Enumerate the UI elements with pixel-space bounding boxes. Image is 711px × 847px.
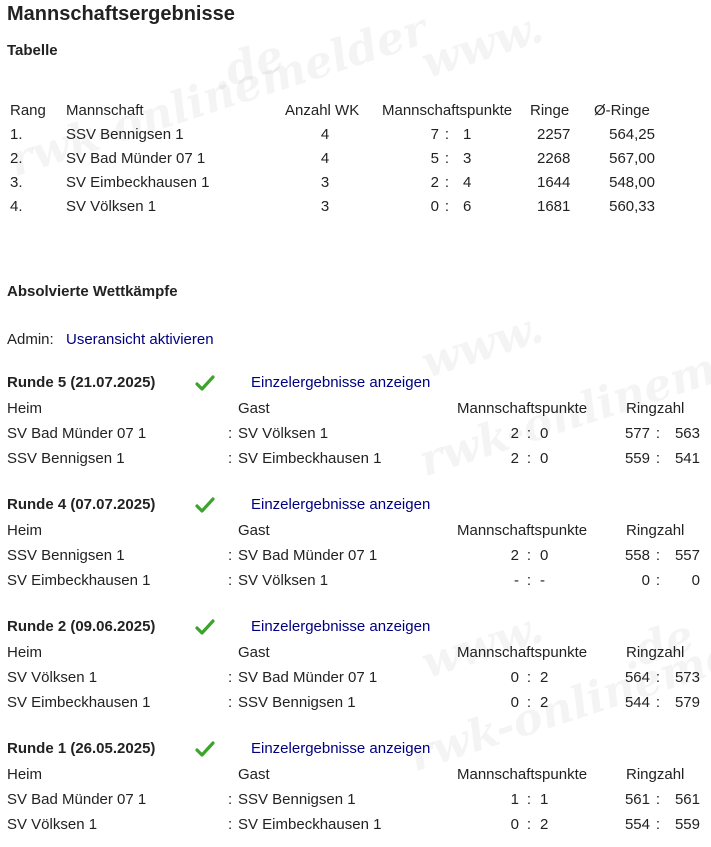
- home-points: 2: [510, 547, 519, 564]
- points-against: 3: [463, 150, 472, 167]
- round-header: [0, 371, 711, 395]
- points-separator: :: [444, 174, 450, 191]
- team-name: SV Völksen 1: [66, 198, 157, 215]
- anzahl-wk: 4: [320, 126, 330, 143]
- guest-rings: 563: [674, 425, 700, 442]
- rings-separator: :: [655, 791, 661, 808]
- match-row: [0, 666, 711, 690]
- points-against: 4: [463, 174, 472, 191]
- col-header-ringzahl: Ringzahl: [626, 766, 685, 783]
- guest-rings: 541: [674, 450, 700, 467]
- col-header-anzahl-wk: Anzahl WK: [285, 102, 360, 119]
- match-row: [0, 569, 711, 593]
- points-separator: :: [526, 547, 532, 564]
- col-header-avg-ringe: Ø-Ringe: [594, 102, 650, 119]
- show-individual-results-link[interactable]: Einzelergebnisse anzeigen: [251, 618, 431, 635]
- home-rings: 544: [624, 694, 650, 711]
- col-header-mannschaftspunkte: Mannschaftspunkte: [457, 766, 588, 783]
- home-points: 0: [510, 816, 519, 833]
- rings-separator: :: [655, 450, 661, 467]
- col-header-heim: Heim: [7, 766, 43, 783]
- col-header-ringe: Ringe: [530, 102, 570, 119]
- guest-points: 1: [540, 791, 549, 808]
- round-header: [0, 493, 711, 517]
- guest-team: SSV Bennigsen 1: [238, 791, 356, 808]
- home-rings: 0: [641, 572, 650, 589]
- show-individual-results-link[interactable]: Einzelergebnisse anzeigen: [251, 740, 431, 757]
- match-row: [0, 788, 711, 812]
- match-header-row: [0, 397, 711, 421]
- team-separator: :: [228, 694, 233, 711]
- watermark-text: [204, 30, 290, 101]
- standings-header-row: [0, 99, 711, 123]
- avg-ringe: 567,00: [609, 150, 655, 167]
- col-header-gast: Gast: [238, 400, 270, 417]
- team-separator: :: [228, 816, 233, 833]
- guest-points: 0: [540, 450, 549, 467]
- rings-separator: :: [655, 425, 661, 442]
- rings-separator: :: [655, 694, 661, 711]
- col-header-ringzahl: Ringzahl: [626, 644, 685, 661]
- round-header: [0, 615, 711, 639]
- home-team: SV Eimbeckhausen 1: [7, 694, 151, 711]
- guest-team: SV Eimbeckhausen 1: [238, 816, 382, 833]
- guest-rings: 573: [674, 669, 700, 686]
- points-for: 7: [430, 126, 439, 143]
- points-against: 6: [463, 198, 472, 215]
- match-row: [0, 447, 711, 471]
- guest-points: 0: [540, 425, 549, 442]
- col-header-mannschaftspunkte: Mannschaftspunkte: [457, 644, 588, 661]
- col-header-mannschaftspunkte: Mannschaftspunkte: [457, 522, 588, 539]
- check-icon: [195, 374, 215, 392]
- col-header-heim: Heim: [7, 522, 43, 539]
- guest-team: SV Bad Münder 07 1: [238, 669, 378, 686]
- anzahl-wk: 3: [320, 198, 330, 215]
- col-header-heim: Heim: [7, 644, 43, 661]
- show-individual-results-link[interactable]: Einzelergebnisse anzeigen: [251, 374, 431, 391]
- guest-rings: 579: [674, 694, 700, 711]
- home-rings: 564: [624, 669, 650, 686]
- admin-label: Admin:: [7, 331, 54, 348]
- round-title: Runde 1 (26.05.2025): [7, 740, 156, 757]
- team-separator: :: [228, 669, 233, 686]
- round-header: [0, 737, 711, 761]
- rank: 2.: [10, 150, 23, 167]
- check-icon: [195, 740, 215, 758]
- home-rings: 558: [624, 547, 650, 564]
- standings-row: [0, 123, 711, 147]
- round-title: Runde 5 (21.07.2025): [7, 374, 156, 391]
- col-header-mannschaftspunkte: Mannschaftspunkte: [382, 102, 513, 119]
- home-points: -: [514, 572, 519, 589]
- anzahl-wk: 4: [320, 150, 330, 167]
- ringe: 1644: [537, 174, 571, 191]
- standings-row: [0, 171, 711, 195]
- home-team: SSV Bennigsen 1: [7, 547, 125, 564]
- points-separator: :: [526, 450, 532, 467]
- admin-bar: [0, 328, 711, 352]
- rank: 3.: [10, 174, 23, 191]
- table-heading: Tabelle: [7, 42, 58, 59]
- col-header-mannschaftspunkte: Mannschaftspunkte: [457, 400, 588, 417]
- home-points: 0: [510, 694, 519, 711]
- home-team: SV Bad Münder 07 1: [7, 791, 147, 808]
- team-name: SV Bad Münder 07 1: [66, 150, 206, 167]
- points-for: 0: [430, 198, 439, 215]
- anzahl-wk: 3: [320, 174, 330, 191]
- round-title: Runde 2 (09.06.2025): [7, 618, 156, 635]
- home-points: 1: [510, 791, 519, 808]
- col-header-mannschaft: Mannschaft: [66, 102, 144, 119]
- match-row: [0, 422, 711, 446]
- guest-points: -: [540, 572, 545, 589]
- guest-points: 2: [540, 669, 549, 686]
- rings-separator: :: [655, 547, 661, 564]
- home-team: SV Eimbeckhausen 1: [7, 572, 151, 589]
- rings-separator: :: [655, 816, 661, 833]
- home-rings: 554: [624, 816, 650, 833]
- guest-team: SV Völksen 1: [238, 572, 329, 589]
- avg-ringe: 564,25: [609, 126, 655, 143]
- home-team: SV Bad Münder 07 1: [7, 425, 147, 442]
- points-separator: :: [526, 669, 532, 686]
- page-title: Mannschaftsergebnisse: [7, 3, 235, 25]
- home-points: 2: [510, 450, 519, 467]
- home-rings: 559: [624, 450, 650, 467]
- guest-rings: 559: [674, 816, 700, 833]
- team-name: SV Eimbeckhausen 1: [66, 174, 210, 191]
- guest-rings: 0: [691, 572, 700, 589]
- rings-separator: :: [655, 669, 661, 686]
- points-for: 2: [430, 174, 439, 191]
- guest-team: SSV Bennigsen 1: [238, 694, 356, 711]
- avg-ringe: 560,33: [609, 198, 655, 215]
- guest-points: 2: [540, 816, 549, 833]
- team-separator: :: [228, 572, 233, 589]
- points-separator: :: [444, 150, 450, 167]
- avg-ringe: 548,00: [609, 174, 655, 191]
- guest-rings: 561: [674, 791, 700, 808]
- col-header-ringzahl: Ringzahl: [626, 400, 685, 417]
- home-rings: 577: [624, 425, 650, 442]
- col-header-gast: Gast: [238, 522, 270, 539]
- show-individual-results-link[interactable]: Einzelergebnisse anzeigen: [251, 496, 431, 513]
- home-team: SV Völksen 1: [7, 669, 98, 686]
- rings-separator: :: [655, 572, 661, 589]
- points-separator: :: [526, 791, 532, 808]
- match-row: [0, 813, 711, 837]
- guest-team: SV Eimbeckhausen 1: [238, 450, 382, 467]
- points-separator: :: [526, 572, 532, 589]
- check-icon: [195, 618, 215, 636]
- competitions-heading: Absolvierte Wettkämpfe: [7, 283, 178, 300]
- points-against: 1: [463, 126, 472, 143]
- activate-user-view-link[interactable]: Useransicht aktivieren: [66, 331, 214, 348]
- points-separator: :: [526, 425, 532, 442]
- match-row: [0, 691, 711, 715]
- rank: 4.: [10, 198, 23, 215]
- points-for: 5: [430, 150, 439, 167]
- team-separator: :: [228, 450, 233, 467]
- ringe: 2268: [537, 150, 571, 167]
- standings-row: [0, 147, 711, 171]
- team-separator: :: [228, 425, 233, 442]
- check-icon: [195, 496, 215, 514]
- home-team: SV Völksen 1: [7, 816, 98, 833]
- col-header-gast: Gast: [238, 766, 270, 783]
- guest-team: SV Völksen 1: [238, 425, 329, 442]
- ringe: 2257: [537, 126, 571, 143]
- team-separator: :: [228, 547, 233, 564]
- col-header-heim: Heim: [7, 400, 43, 417]
- guest-points: 0: [540, 547, 549, 564]
- standings-row: [0, 195, 711, 219]
- col-header-ringzahl: Ringzahl: [626, 522, 685, 539]
- rank: 1.: [10, 126, 23, 143]
- points-separator: :: [444, 198, 450, 215]
- home-points: 0: [510, 669, 519, 686]
- watermark-text: [415, 2, 549, 89]
- match-header-row: [0, 641, 711, 665]
- guest-rings: 557: [674, 547, 700, 564]
- points-separator: :: [444, 126, 450, 143]
- match-header-row: [0, 763, 711, 787]
- home-rings: 561: [624, 791, 650, 808]
- col-header-rang: Rang: [10, 102, 46, 119]
- col-header-gast: Gast: [238, 644, 270, 661]
- guest-team: SV Bad Münder 07 1: [238, 547, 378, 564]
- ringe: 1681: [537, 198, 571, 215]
- guest-points: 2: [540, 694, 549, 711]
- match-row: [0, 544, 711, 568]
- points-separator: :: [526, 816, 532, 833]
- home-points: 2: [510, 425, 519, 442]
- team-name: SSV Bennigsen 1: [66, 126, 184, 143]
- team-separator: :: [228, 791, 233, 808]
- points-separator: :: [526, 694, 532, 711]
- home-team: SSV Bennigsen 1: [7, 450, 125, 467]
- round-title: Runde 4 (07.07.2025): [7, 496, 156, 513]
- match-header-row: [0, 519, 711, 543]
